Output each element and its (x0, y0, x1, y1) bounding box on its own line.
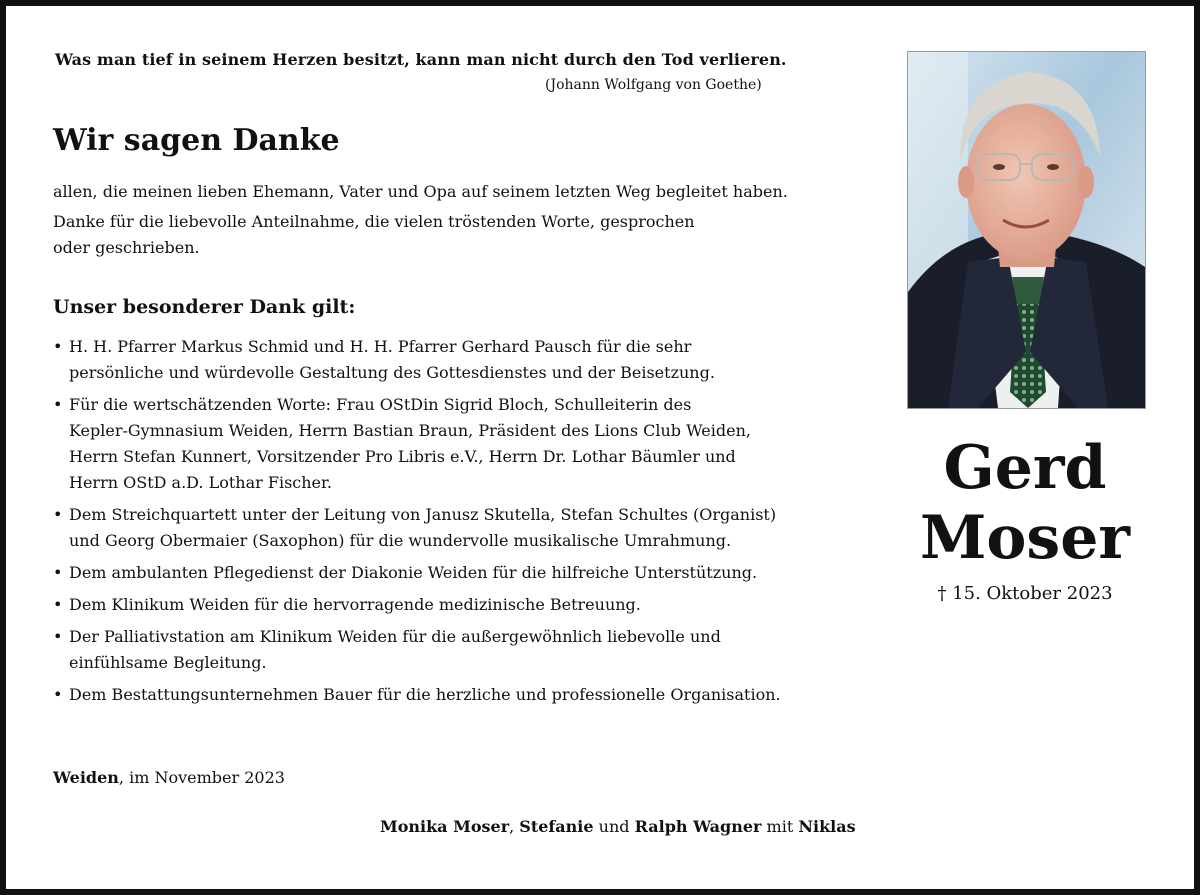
portrait-photo (907, 51, 1146, 409)
quote-author: (Johann Wolfgang von Goethe) (545, 77, 762, 93)
death-date: † 15. Oktober 2023 (937, 583, 1113, 604)
list-item-line: persönliche und würdevolle Gestaltung des Gottesdienstes und der Beisetzung. (69, 363, 715, 382)
list-item (53, 502, 903, 554)
list-item-line: Dem ambulanten Pflegedienst der Diakonie Weiden für die hilfreiche Unterstützung. (69, 563, 758, 582)
quote-text: Was man tief in seinem Herzen besitzt, kann man nicht durch den Tod verlieren. (55, 50, 787, 69)
date-text: , im November 2023 (118, 768, 285, 787)
place-date (53, 768, 285, 787)
signers (380, 817, 856, 836)
place: Weiden (53, 768, 119, 787)
intro-line: oder geschrieben. (53, 238, 200, 257)
list-item-line: Dem Bestattungsunternehmen Bauer für die herzliche und professionelle Organisation. (69, 685, 781, 704)
signer-name: Stefanie (519, 817, 594, 836)
bullet: • (53, 627, 63, 646)
list-item-line: Kepler-Gymnasium Weiden, Herrn Bastian Braun, Präsident des Lions Club Weiden, (69, 421, 751, 440)
intro-line: Danke für die liebevolle Anteilnahme, die vielen tröstenden Worte, gesprochen (53, 212, 695, 231)
list-item-line: Der Palliativstation am Klinikum Weiden für die außergewöhnlich liebevolle und (69, 627, 721, 646)
first-name: Gerd (943, 433, 1107, 503)
list-item (53, 392, 903, 496)
signer-name: Ralph Wagner (634, 817, 762, 836)
intro-line: allen, die meinen lieben Ehemann, Vater und Opa auf seinem letzten Weg begleitet haben. (53, 182, 788, 201)
signer-sep: , (509, 817, 520, 836)
intro-text (53, 177, 788, 263)
signer-sep: mit (761, 817, 799, 836)
heading: Wir sagen Danke (53, 123, 340, 158)
bullet: • (53, 685, 63, 704)
list-item-line: Herrn Stefan Kunnert, Vorsitzender Pro Libris e.V., Herrn Dr. Lothar Bäumler und (69, 447, 736, 466)
list-item-line: Dem Klinikum Weiden für die hervorragende medizinische Betreuung. (69, 595, 641, 614)
deceased-name (920, 433, 1130, 573)
list-item (53, 624, 903, 676)
bullet: • (53, 395, 63, 414)
signer-name: Niklas (798, 817, 856, 836)
list-item (53, 560, 903, 586)
bullet: • (53, 337, 63, 356)
last-name: Moser (920, 503, 1130, 573)
bullet: • (53, 563, 63, 582)
list-item (53, 682, 903, 708)
signer-name: Monika Moser (380, 817, 510, 836)
bullet: • (53, 595, 63, 614)
bullet: • (53, 505, 63, 524)
signer-sep: und (593, 817, 635, 836)
list-item (53, 592, 903, 618)
list-item-line: und Georg Obermaier (Saxophon) für die wundervolle musikalische Umrahmung. (69, 531, 732, 550)
list-item-line: Herrn OStD a.D. Lothar Fischer. (69, 473, 332, 492)
list-item-line: H. H. Pfarrer Markus Schmid und H. H. Pfarrer Gerhard Pausch für die sehr (69, 337, 692, 356)
list-item-line: Dem Streichquartett unter der Leitung von Janusz Skutella, Stefan Schultes (Organist) (69, 505, 777, 524)
list-item-line: einfühlsame Begleitung. (69, 653, 267, 672)
subheading: Unser besonderer Dank gilt: (53, 296, 356, 318)
thanks-list (53, 334, 903, 714)
list-item (53, 334, 903, 386)
list-item-line: Für die wertschätzenden Worte: Frau OStDin Sigrid Bloch, Schulleiterin des (69, 395, 692, 414)
